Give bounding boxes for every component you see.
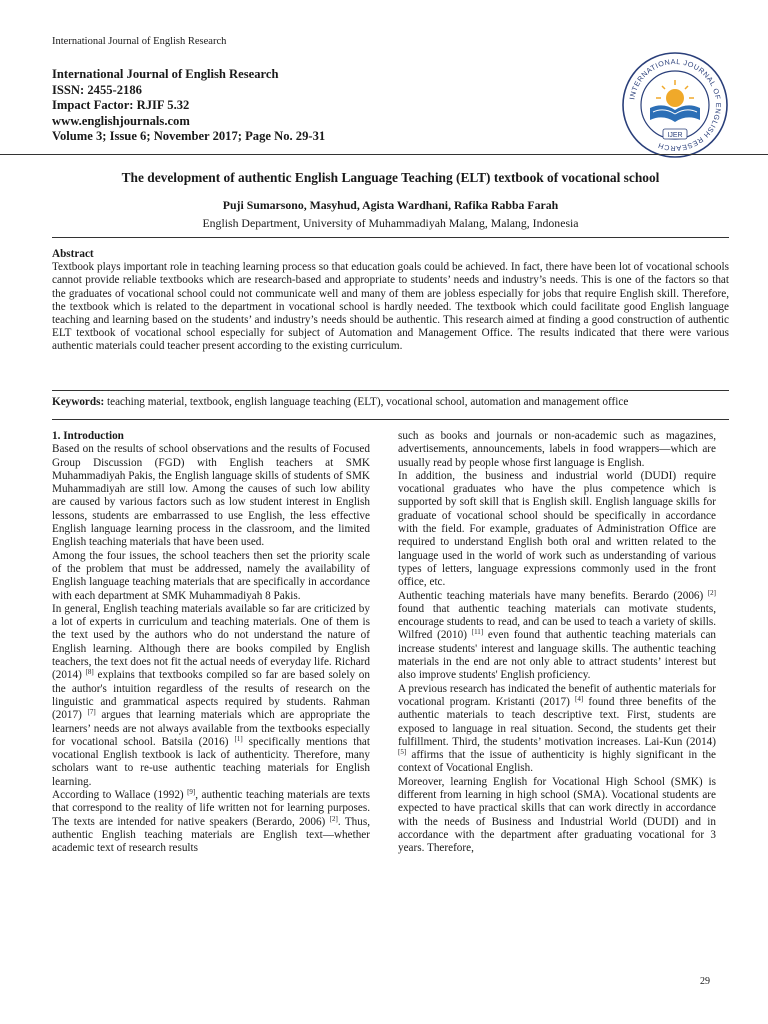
citation-ref[interactable]: [11] bbox=[471, 628, 484, 637]
running-head: International Journal of English Research bbox=[52, 36, 227, 47]
journal-issn: ISSN: 2455-2186 bbox=[52, 82, 142, 97]
abstract-heading: Abstract bbox=[52, 248, 94, 260]
citation-ref[interactable]: [9] bbox=[187, 788, 196, 797]
citation-ref[interactable]: [8] bbox=[85, 668, 94, 677]
right-paragraph-4: A previous research has indicated the benefit of authentic materials for vocational program. Kristanti (2017) [4] found three benefits of the authentic materials to teach descriptive text. First, students are exposed to language in real situation. Second, the students get their fulfillment. Third, the students’ motivation increases. Lai-Kun (2014) [5] affirms that the issue of authenticity is highly significant in the context of Vocational English. bbox=[398, 682, 716, 775]
intro-paragraph-3: In general, English teaching materials available so far are criticized by a lot of experts in curriculum and teaching materials. One of them is the text used by the authors who do not understand the nature of English learning. Although there are books compiled by English teachers, the text does not fit the actual needs of everyday life. Richard (2014) [8] explains that textbooks compiled so far are based solely on the author's intuition regardless of the results of research on the linguistic and grammatical aspects required by students. Rahman (2017) [7] argues that learning materials which are appropriate the learners’ needs are not always available from the textbooks especially for vocational school. Batsila (2016) [1] specifically mentions that vocational English textbook is lack of authenticity. Therefore, many scholars want to re-use authentic teaching materials for English learning. bbox=[52, 602, 370, 788]
right-paragraph-3: Authentic teaching materials have many benefits. Berardo (2006) [2] found that authentic teaching materials can motivate students, encourage students to read, and can be used to teach a variety of skills. Wilfred (2010) [11] even found that authentic teaching materials can increase students' interest and language skills. The authentic teaching materials in the end are not only able to attract students’ interest but also improve students' English proficiency. bbox=[398, 588, 717, 682]
journal-impact-factor: Impact Factor: RJIF 5.32 bbox=[52, 98, 190, 113]
open-book-icon bbox=[650, 105, 700, 122]
citation-ref[interactable]: [1] bbox=[234, 734, 243, 743]
paper-authors: Puji Sumarsono, Masyhud, Agista Wardhani, Rafika Rabba Farah bbox=[222, 198, 559, 212]
abstract-top-divider bbox=[52, 237, 729, 238]
section-heading-introduction: 1. Introduction bbox=[52, 430, 124, 442]
right-column bbox=[398, 430, 716, 856]
journal-info bbox=[52, 67, 325, 145]
sun-icon bbox=[656, 80, 694, 107]
header-divider bbox=[0, 154, 768, 155]
journal-website[interactable]: www.englishjournals.com bbox=[52, 113, 190, 128]
keywords-text: teaching material, textbook, english language teaching (ELT), vocational school, automation and management office bbox=[107, 396, 629, 408]
citation-ref[interactable]: [4] bbox=[575, 694, 584, 703]
journal-logo bbox=[620, 50, 730, 160]
logo-badge: IJER bbox=[667, 132, 683, 139]
intro-paragraph-2: Among the four issues, the school teachers then set the priority scale of the problem that must be addressed, namely the availability of English language teaching materials that are specifically in accordance with each department at SMK Muhammadiyah 8 Pakis. bbox=[52, 549, 370, 602]
keywords-label: Keywords: bbox=[52, 396, 105, 408]
keywords-line bbox=[52, 396, 729, 408]
abstract-section bbox=[52, 248, 729, 354]
keywords-top-divider bbox=[52, 390, 729, 391]
right-paragraph-1: such as books and journals or non-academic such as magazines, advertisements, announcements, labels in food wrappers—which are usually read by people whose first language is English. bbox=[398, 430, 716, 469]
citation-ref[interactable]: [2] bbox=[329, 814, 338, 823]
citation-ref[interactable]: [2] bbox=[707, 588, 716, 597]
citation-ref[interactable]: [5] bbox=[398, 748, 407, 757]
keywords-bottom-divider bbox=[52, 419, 729, 420]
journal-name: International Journal of English Research bbox=[52, 67, 279, 81]
journal-volume: Volume 3; Issue 6; November 2017; Page No. 29-31 bbox=[52, 129, 326, 144]
page-number: 29 bbox=[700, 976, 710, 987]
abstract-text: Textbook plays important role in teaching learning process so that education goals could be achieved. In fact, there have been lot of vocational schools cannot provide reliable textbooks which are research-based and appropriate to students’ needs and industry’s needs. This is one of the factors so that the graduates of vocational school could not communicate well and many of them are jobless especially for jobs that require English skill. Therefore, the textbook which is related to the department in vocational school is hardly needed. The textbook which could facilitate good English language teaching and learning based on the students’ and industry’s needs should be authentic. This research aimed at finding a good construction of authentic ELT textbook of vocational school especially for subject of Automation and Management Office. The results indicated that there were various authentic materials could teacher present according to the existing curriculum. bbox=[52, 261, 729, 353]
left-column bbox=[52, 430, 370, 856]
intro-paragraph-4: According to Wallace (1992) [9], authentic teaching materials are texts that correspond to the reality of life written not for learning purposes. The texts are intended for native speakers (Berardo, 2006) [2]. Thus, authentic English teaching materials are English text—whether academic text of research results bbox=[52, 788, 370, 855]
paper-title: The development of authentic English Language Teaching (ELT) textbook of vocational school bbox=[121, 170, 660, 185]
citation-ref[interactable]: [7] bbox=[87, 708, 96, 717]
intro-paragraph-1: Based on the results of school observations and the results of Focused Group Discussion (FGD) with English teachers at SMK Muhammadiyah Pakis, the English language skills of students of SMK Muhammadiyah are still low. Among the causes of such low ability are caused by various factors such as low student interest in English lessons, students are embarrassed to use English, the less effective English language learning process in the classroom, and the limited English teaching materials that have been used. bbox=[52, 443, 370, 549]
right-paragraph-5: Moreover, learning English for Vocational High School (SMK) is different from learning in high school (SMA). Vocational students are expected to have practical skills that can work directly in accordance with the needs of Business and Industrial World (DUDI) and in accordance with the department after graduating vocational for 3 years. Therefore, bbox=[398, 775, 716, 855]
right-paragraph-2: In addition, the business and industrial world (DUDI) require vocational graduates who have the plus competence which is supported by soft skill that is English skill. English language skills for graduate of vocational school should be specifically in accordance with the field. For example, graduates of Administration Office are required to understand English both oral and written related to the language used in the world of work such as understanding of various types of letters, language expressions commonly used in the front office, etc. bbox=[398, 469, 716, 589]
paper-affiliation: English Department, University of Muhammadiyah Malang, Malang, Indonesia bbox=[202, 216, 579, 230]
logo-ring-text: INTERNATIONAL JOURNAL OF ENGLISH RESEARCH bbox=[627, 56, 724, 154]
